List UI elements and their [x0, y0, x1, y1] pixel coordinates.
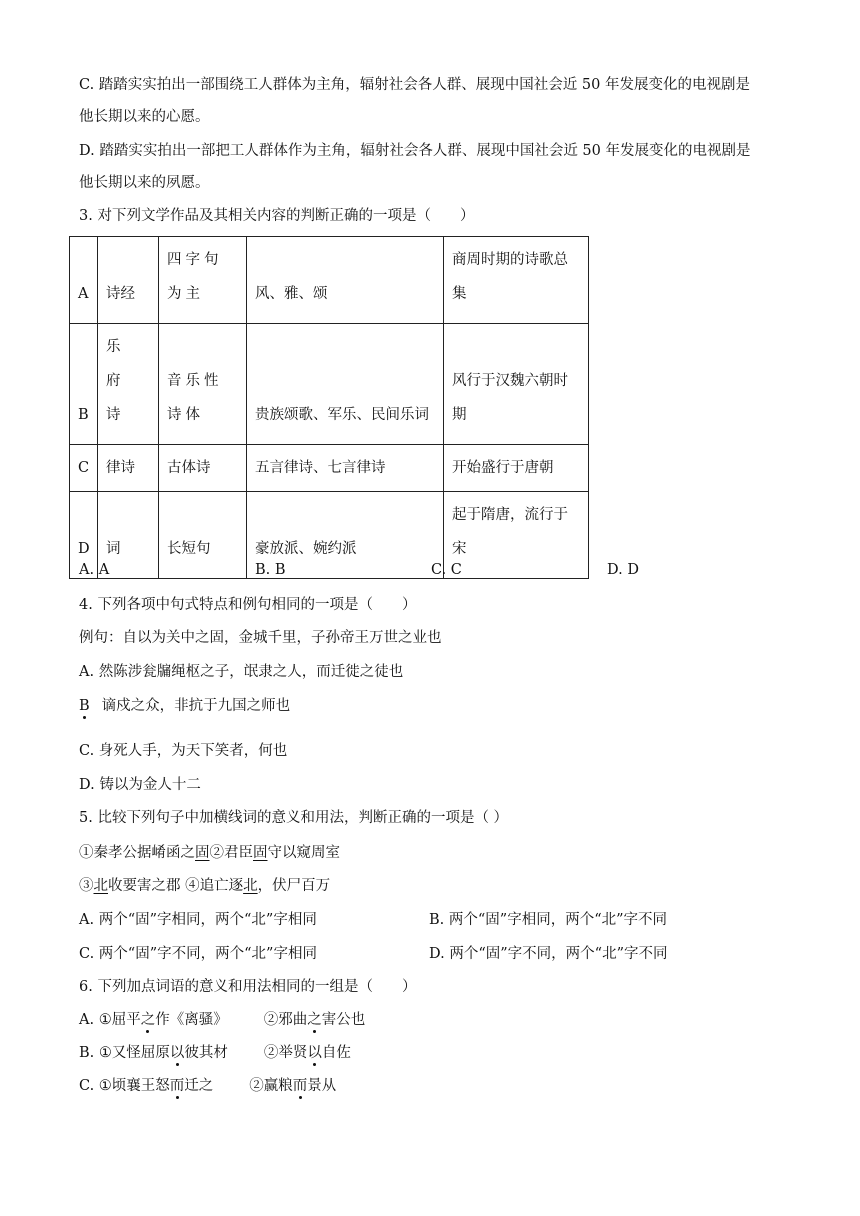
q6-b-part: B. ①又怪屈原: [79, 1045, 170, 1061]
table-cell: 古体诗: [159, 445, 247, 492]
table-cell: 开始盛行于唐朝: [444, 445, 589, 492]
table-cell: 贵族颂歌、军乐、民间乐词: [247, 324, 444, 445]
q6-dotted-word: 之: [307, 1012, 322, 1028]
table-cell: 起于隋唐，流行于宋: [444, 492, 589, 579]
q4-option-a[interactable]: A. 然陈涉瓮牖绳枢之子，氓隶之人，而迁徙之徒也: [79, 664, 404, 680]
q5-underlined-gu-2: 固: [253, 845, 268, 861]
table-cell: 音乐性诗体: [159, 324, 247, 445]
q4-option-b-text: 谪戍之众，非抗于九国之师也: [101, 698, 291, 714]
table-cell: 律诗: [98, 445, 159, 492]
q3-option-c[interactable]: C. C: [431, 562, 462, 578]
q6-dotted-word: 以: [307, 1045, 322, 1061]
q3-option-b[interactable]: B. B: [255, 562, 286, 578]
table-cell: 风行于汉魏六朝时期: [444, 324, 589, 445]
q6-b-part: 自佐: [321, 1045, 351, 1061]
q5-underlined-bei-2: 北: [243, 878, 258, 894]
table-cell: 乐府诗: [98, 324, 159, 445]
q5-s2-mid: 收要害之郡 ④追亡逐: [108, 878, 244, 894]
q5-sentences-2: [79, 876, 330, 896]
q6-stem: 6. 下列加点词语的意义和用法相同的一组是（ ）: [79, 979, 417, 995]
q4-option-b-letter: B: [79, 698, 90, 714]
table-cell: 长短句: [159, 492, 247, 579]
q3-option-a[interactable]: A. A: [79, 562, 110, 578]
q5-s2-post: ，伏尸百万: [257, 878, 331, 894]
table-cell: C: [70, 445, 98, 492]
q5-stem: 5. 比较下列句子中加横线词的意义和用法，判断正确的一项是（ ）: [79, 810, 509, 826]
q6-dotted-word: 而: [292, 1078, 308, 1094]
q3-stem: 3. 对下列文学作品及其相关内容的判断正确的一项是（ ）: [79, 208, 475, 224]
table-cell: 商周时期的诗歌总集: [444, 237, 589, 324]
q5-s1-post: 守以窥周室: [267, 845, 340, 861]
q6-option-b[interactable]: [79, 1043, 351, 1063]
q5-s1-pre: ①秦孝公据崤函之: [79, 845, 195, 861]
q5-option-a[interactable]: A. 两个“固”字相同，两个“北”字相同: [79, 912, 317, 928]
table-cell: B: [70, 324, 98, 445]
table-cell: A: [70, 237, 98, 324]
q4-example: 例句：自以为关中之固，金城千里，子孙帝王万世之业也: [79, 630, 442, 646]
q6-a-part: A. ①屈平: [79, 1012, 141, 1028]
q6-option-a[interactable]: [79, 1010, 365, 1030]
table-cell: 诗经: [98, 237, 159, 324]
q6-b-part: 彼其材: [184, 1045, 228, 1061]
table-cell: 四字句为主: [159, 237, 247, 324]
q6-option-c[interactable]: [79, 1076, 336, 1096]
table-row: [70, 237, 589, 324]
q5-option-b[interactable]: B. 两个“固”字相同，两个“北”字不同: [429, 912, 668, 928]
q6-a-part: 作《离骚》: [155, 1012, 228, 1028]
q6-dotted-word: 之: [140, 1012, 156, 1028]
table-row: [70, 324, 589, 445]
q4-option-d[interactable]: D. 铸以为金人十二: [79, 777, 201, 793]
q5-s1-mid: ②君臣: [209, 845, 253, 861]
q2-option-d-line1: D. 踏踏实实拍出一部把工人群体作为主角，辐射社会各人群、展现中国社会近 50 年发展变化的电视剧是: [79, 143, 751, 159]
q6-dotted-word: 以: [169, 1045, 185, 1061]
q3-table: [69, 236, 589, 579]
q4-stem: 4. 下列各项中句式特点和例句相同的一项是（ ）: [79, 597, 417, 613]
q3-options: [79, 562, 779, 582]
table-cell: 词: [98, 492, 159, 579]
q5-underlined-gu-1: 固: [195, 845, 210, 861]
q6-a-part: ②邪曲: [263, 1012, 308, 1028]
q6-c-part: 景从: [307, 1078, 337, 1094]
q2-option-d-line2: 他长期以来的夙愿。: [79, 175, 210, 191]
q5-option-c[interactable]: C. 两个“固”字不同，两个“北”字相同: [79, 946, 317, 962]
q6-dotted-word: 而: [169, 1078, 185, 1094]
q5-underlined-bei-1: 北: [93, 878, 108, 894]
table-cell: D: [70, 492, 98, 579]
table-cell: 风、雅、颂: [247, 237, 444, 324]
q4-option-c[interactable]: C. 身死人手，为天下笑者，何也: [79, 743, 288, 759]
q2-option-c-line2: 他长期以来的心愿。: [79, 109, 210, 125]
q6-c-part: C. ①顷襄王怒: [79, 1078, 170, 1094]
q6-b-part: ②举贤: [263, 1045, 308, 1061]
q6-a-part: 害公也: [321, 1012, 366, 1028]
table-cell: 豪放派、婉约派: [247, 492, 444, 579]
q2-option-c-line1: C. 踏踏实实拍出一部围绕工人群体为主角，辐射社会各人群、展现中国社会近 50 年发展变化的电视剧是: [79, 77, 750, 93]
q6-c-part: 迁之: [184, 1078, 214, 1094]
q5-option-d[interactable]: D. 两个“固”字不同，两个“北”字不同: [429, 946, 668, 962]
q5-sentences-1: [79, 843, 340, 863]
table-row: [70, 445, 589, 492]
q3-option-d[interactable]: D. D: [607, 562, 639, 578]
q6-c-part: ②赢粮: [249, 1078, 293, 1094]
q5-s2-pre: ③: [79, 878, 94, 894]
table-cell: 五言律诗、七言律诗: [247, 445, 444, 492]
q4-option-b[interactable]: [79, 696, 290, 716]
